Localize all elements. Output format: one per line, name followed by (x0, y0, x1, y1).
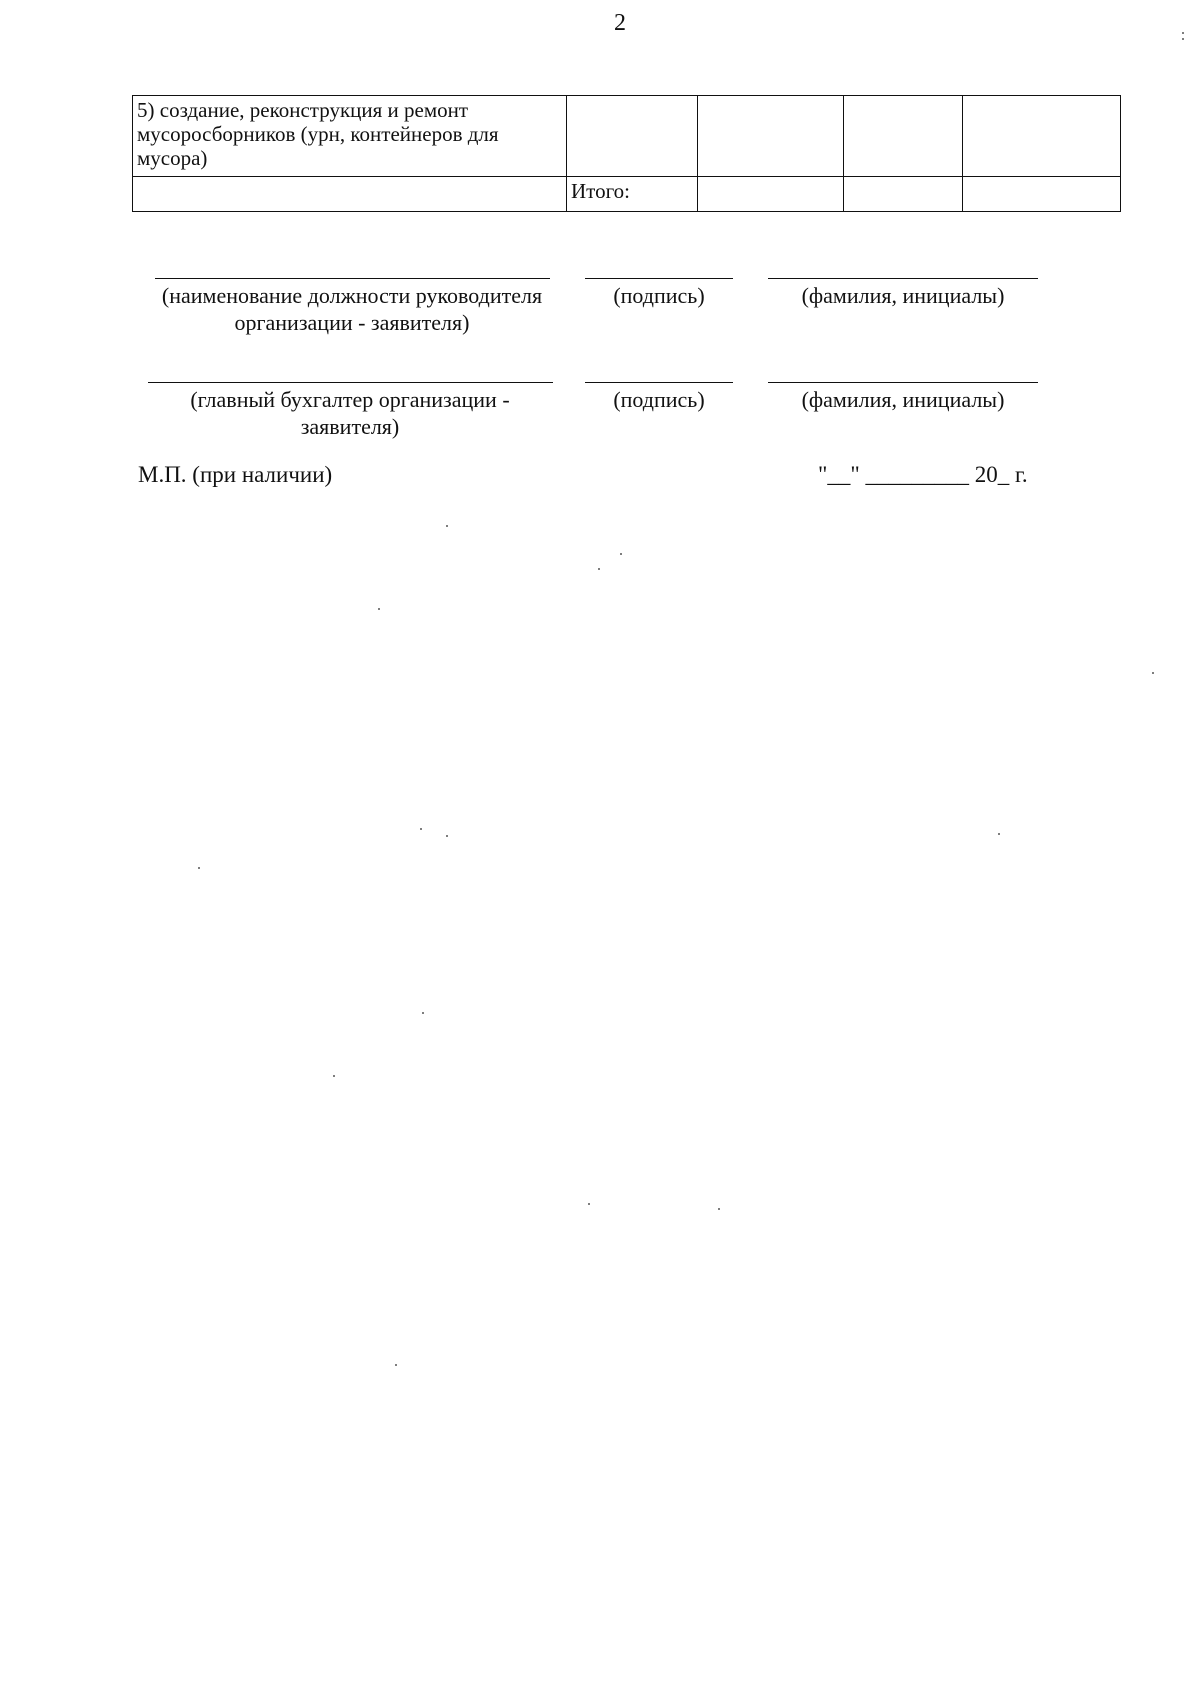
table-cell (698, 177, 844, 212)
table-cell (963, 177, 1121, 212)
head-name-line (768, 278, 1038, 279)
expense-table (132, 95, 1121, 212)
table-cell (844, 96, 963, 177)
head-position-line (155, 278, 550, 279)
page-number: 2 (614, 10, 626, 36)
head-signature-line (585, 278, 733, 279)
table-cell (963, 96, 1121, 177)
scan-speck (198, 867, 200, 869)
scan-speck (620, 553, 622, 555)
total-label: Итого: (567, 177, 698, 212)
accountant-signature-line (585, 382, 733, 383)
table-row-total (133, 177, 1121, 212)
head-name-caption: (фамилия, инициалы) (801, 283, 1005, 308)
scan-speck (446, 525, 448, 527)
table-cell-item: 5) создание, реконструкция и ремонт мусоросборников (урн, контейнеров для мусора) (133, 96, 567, 177)
table-cell (567, 96, 698, 177)
scan-speck (1182, 38, 1184, 40)
stamp-label: М.П. (при наличии) (138, 462, 333, 487)
accountant-position-caption: (главный бухгалтер организации - заявителя) (190, 387, 510, 439)
table-row (133, 96, 1121, 177)
scan-speck (718, 1208, 720, 1210)
accountant-signature-caption: (подпись) (613, 387, 705, 412)
scan-speck (598, 568, 600, 570)
table-cell (698, 96, 844, 177)
scan-speck (998, 833, 1000, 835)
scan-speck (422, 1012, 424, 1014)
scan-speck (1152, 672, 1154, 674)
scan-speck (395, 1364, 397, 1366)
scan-speck (1182, 32, 1184, 34)
head-signature-caption: (подпись) (613, 283, 705, 308)
accountant-name-caption: (фамилия, инициалы) (801, 387, 1005, 412)
scan-speck (446, 835, 448, 837)
scan-speck (378, 608, 380, 610)
date-field: "__" _________ 20_ г. (818, 462, 1028, 487)
accountant-position-line (148, 382, 553, 383)
scan-speck (333, 1075, 335, 1077)
table-cell (844, 177, 963, 212)
table-cell (133, 177, 567, 212)
head-position-caption: (наименование должности руководителя организации - заявителя) (161, 283, 543, 335)
accountant-name-line (768, 382, 1038, 383)
scan-speck (420, 828, 422, 830)
scan-speck (588, 1203, 590, 1205)
